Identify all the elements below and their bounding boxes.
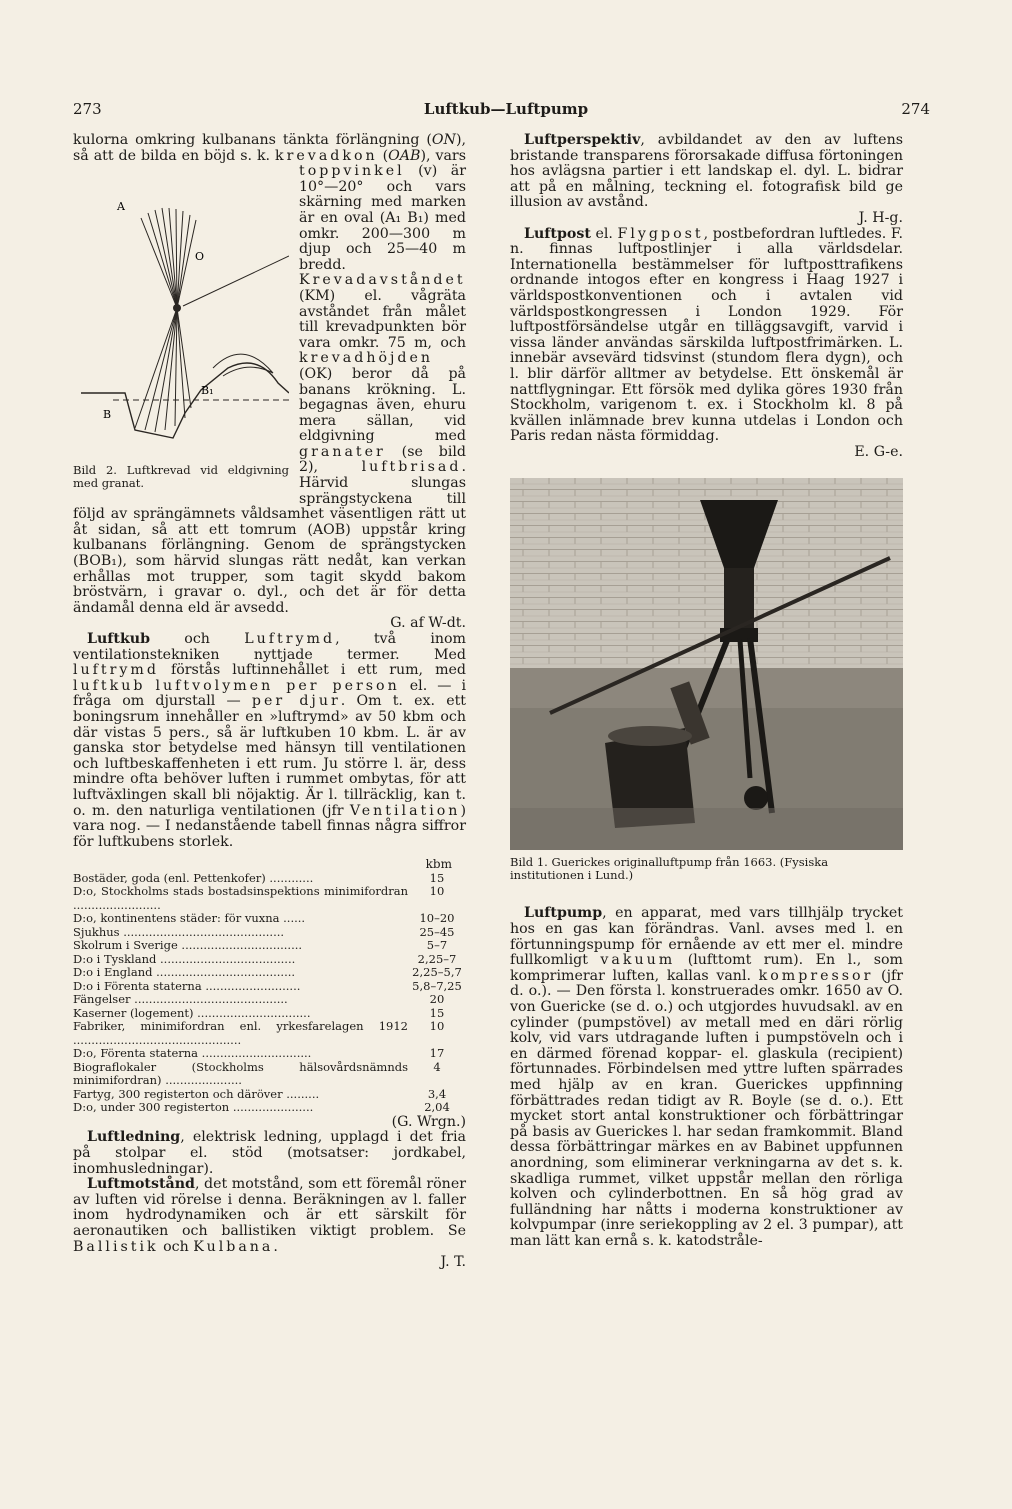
fig2-diagram [73,168,289,458]
table-row [73,1047,466,1061]
fig2-label-a: A [117,200,125,214]
table-row-label: Sjukhus ............................................ [73,924,285,939]
luftmotstand-paragraph: Luftmotstånd, det motstånd, som ett föremål röner av luften vid rörelse i denna. Beräkningen av l. faller inom hydrodynamiken och är ett särskilt för aeronautiken och ballistiken viktigt problem. Se Ballistik och Kulbana. [73,1176,466,1255]
fig2-caption: Bild 2. Luftkrevad vid eldgivning med granat. [73,463,289,491]
table-row-value: 10 [429,884,445,899]
signature-ege: E. G-e. [854,443,903,460]
table-row-label: Skolrum i Sverige ................................. [73,938,303,953]
fig2-wrapper [73,168,289,498]
table-row-label: Biograflokaler (Stockholms hälsovårdsnämnds minimifordran) ..................... [73,1059,408,1088]
table-row [73,939,466,953]
table-row-value: 2,25–7 [417,951,457,966]
table-row [73,926,466,940]
luftkub-table [73,858,466,1115]
table-row-value: 2,04 [424,1100,450,1115]
table-row-value: 2,25–5,7 [412,965,462,980]
table-row-value: 17 [429,1046,445,1061]
table-row [73,1007,466,1021]
left-column [73,133,466,1271]
table-row-value: 10–20 [419,911,455,926]
table-row-value: 20 [429,992,445,1007]
table-row-value: 10 [429,1019,445,1034]
fig2-label-b: B [103,408,112,422]
table-row [73,1088,466,1102]
table-row [73,1020,466,1047]
table-row-value: 3,4 [427,1086,447,1101]
luftledning-paragraph: Luftledning, elektrisk ledning, upplagd i det fria på stolpar el. stöd (motsatser: jordkabel, inomhusledningar). [73,1129,466,1177]
table-row-value: 5,8–7,25 [412,978,462,993]
luftkub-paragraph: Luftkub och Luftrymd, två inom ventilationstekniken nyttjade termer. Med luftrymd förstås luftinnehållet i ett rum, med luftkub luftvolymen per person el. — i fråga om djurstall — per djur. Om t. ex. ett boningsrum innehåller en »luftrymd» av 50 kbm och där vistas 5 pers., så är luftkuben 10 kbm. L. är av ganska stor betydelse med hänsyn till ventilationen och luftbeskaffenheten i ett rum. Ju större l. är, dess mindre ofta behöver luften i rummet ombytas, för att luftväxlingen skall bli nöjaktig. Är l. tillräcklig, kan t. o. m. den naturliga ventilationen (jfr Ventilation) vara nog. — I nedanstående tabell finnas några siffror för luftkubens storlek. [73,631,467,850]
luftpost-paragraph: Luftpost el. Flygpost, postbefordran luftledes. F. n. finnas luftpostlinjer i alla världsdelar. Internationella bestämmelser för luftposttrafikens ordnande intogos efter en kongress i Haag 1927 i världspostkonventionen och i avtalen vid världspostkongressen i London 1929. För luftpostförsändelse utgår en tilläggsavgift, varvid i vissa länder användas särskilda luftpostfrimärken. L. innebär avsevärd tidsvinst (stundom flera dygn), och l. blir därför alltmer av betydelse. Ett önskemål är nattflygningar. Ett försök med dylika göres 1930 från Stockholm, varigenom t. ex. i Stockholm kl. 8 på kvällen inlämnade brev kunna utdelas i London och Paris redan nästa förmiddag. [510,225,903,445]
table-row-label: Fabriker, minimifordran enl. yrkesfarelagen 1912 .............................................. [73,1019,408,1047]
table-row-label: D:o, under 300 registerton ...................... [73,1100,314,1115]
fig2-label-b1: B₁ [201,384,214,398]
table-row-value: 15 [429,1005,445,1020]
signature-jt: J. T. [440,1254,466,1271]
luftpump-paragraph: Luftpump, en apparat, med vars tillhjälp trycket hos en gas kan förändras. Vanl. avses med l. en förtunningspump för ernående av ett mer el. mindre fullkomligt vakuum (lufttomt rum). En l., som komprimerar luften, kallas vanl. kompressor (jfr d. o.). — Den första l. konstruerades omkr. 1650 av O. von Guericke (se d. o.) och utgjordes huvudsakl. av en cylinder (pumpstövel) av metall med en däri rörlig kolv, vid vars utdragande luften i pumpstöveln och i en därmed förenad koppar- el. glaskula (recipient) förtunnades. Förbindelsen med yttre luften spärrades med hjälp av en kran. Guerickes uppfinning förbättrades redan tidigt av R. Boyle (se d. o.). Ett mycket stort antal konstruktioner och förbättringar på basis av Guerickes l. har sedan framkommit. Bland dessa förbättringar märkes en av Babinet uppfunnen anordning, som eliminerar verkningarna av det s. k. skadliga rummet, vilket uppstår mellan den rörliga kolven och cylinderbottnen. En så hög grad av fulländning har nåtts i moderna konstruktioner av kolvpumpar (inre seriekoppling av 2 el. 3 pumpar), att man lätt kan ernå s. k. katodstråle- [510,905,903,1249]
right-column [510,133,903,1250]
signature-jhg: J. H-g. [858,209,903,226]
table-row [73,872,466,886]
table-row-label: Fängelser .......................................... [73,992,288,1007]
table-row-label: D:o i Förenta staterna .......................... [73,978,301,993]
fig2-label-o: O [195,250,205,264]
table-row [73,912,466,926]
table-row [73,1061,466,1088]
page-number-right: 274 [901,100,930,118]
table-row-value: 25–45 [419,924,455,939]
running-title: Luftkub—Luftpump [423,100,589,118]
table-row [73,885,466,912]
table-row [73,953,466,967]
page-number-left: 273 [73,100,102,118]
table-row-label: D:o, kontinentens städer: för vuxna ...... [73,911,306,926]
table-row-label: Kaserner (logement) ............................... [73,1005,311,1020]
pump-illustration [510,478,903,850]
table-row-label: D:o, Stockholms stads bostadsinspektions minimifordran ........................ [73,884,408,912]
table-row-label: D:o, Förenta staterna .............................. [73,1046,312,1061]
table-row [73,966,466,980]
signature-gwrgn: (G. Wrgn.) [391,1113,466,1130]
guericke-pump-photo [510,478,903,850]
table-row-value: 4 [433,1059,441,1074]
table-row [73,1101,466,1115]
luftperspektiv-paragraph: Luftperspektiv, avbildandet av den av luftens bristande transparens förorsakade diffusa förtoningen hos avlägsna partier i ett landskap el. dyl. L. bidrar att på en målning, teckning el. fotografisk bild ge illusion av avstånd. [510,132,903,211]
table-row-value: 15 [429,870,445,885]
table-row-label: Fartyg, 300 registerton och däröver ......... [73,1086,320,1101]
table-row [73,993,466,1007]
table-row-label: D:o i England ...................................... [73,965,296,980]
table-row-value: 5–7 [426,938,448,953]
signature-gafwdt: G. af W-dt. [390,615,466,632]
table-row-label: Bostäder, goda (enl. Pettenkofer) ............ [73,870,314,885]
table-row-label: D:o i Tyskland ..................................... [73,951,296,966]
table-unit: kbm [425,857,452,872]
table-row [73,980,466,994]
luftkrevad-paragraph: kulorna omkring kulbanans tänkta förlängning (ON), så att de bilda en böjd s. k. krevadkon (OAB), vars toppvinkel A O B₁ B Bild 2. Luftkrevad vid eldgivning med granat. (v) är 10°—20° och vars skärning med marken är en oval (A₁ B₁) med omkr. 200—300 m djup och 25—40 m bredd. Krevadavståndet (KM) el. vågräta avståndet från målet till krevadpunkten bör vara omkr. 75 m, och krevadhöjden (OK) beror då på banans krökning. L. begagnas även, ehuru mera sällan, vid eldgivning med granater (se bild 2), luftbrisad. Härvid slungas sprängstyckena till följd av sprängämnets våldsamhet väsentligen rätt ut åt sidan, så att ett tomrum (AOB) uppstår kring kulbanans förlängning. Genom de sprängstycken (BOB₁), som härvid slungas rätt nedåt, kan verkan erhållas mot trupper, som tagit skydd bakom bröstvärn, i gravar o. dyl., och det är för detta ändamål denna eld är avsedd. [73,132,466,616]
fig1-caption: Bild 1. Guerickes originalluftpump från 1663. (Fysiska institutionen i Lund.) [510,855,829,883]
